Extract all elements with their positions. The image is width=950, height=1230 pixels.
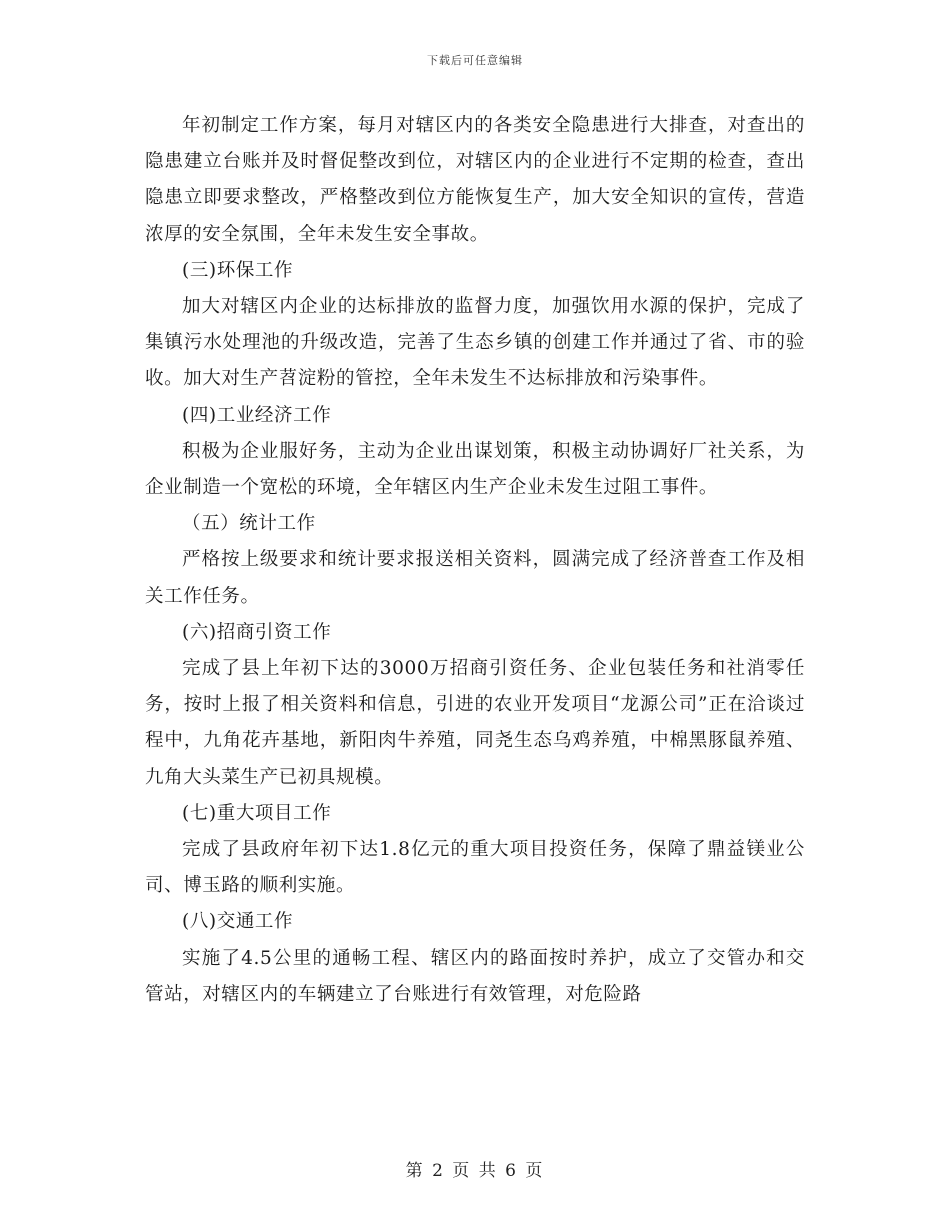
document-body xyxy=(145,108,805,1013)
page-header: 下载后可任意编辑 xyxy=(427,54,523,67)
paragraph-transport: 实施了4.5公里的通畅工程、辖区内的路面按时养护，成立了交管办和交管站，对辖区内的车辆建立了台账进行有效管理，对危险路 xyxy=(145,947,805,1005)
paragraph-safety: 年初制定工作方案，每月对辖区内的各类安全隐患进行大排查，对查出的隐患建立台账并及时督促整改到位，对辖区内的企业进行不定期的检查，查出隐患立即要求整改，严格整改到位方能恢复生产，加大安全知识的宣传，营造浓厚的安全氛围，全年未发生安全事故。 xyxy=(145,115,805,245)
section-heading-transport: (八)交通工作 xyxy=(182,911,294,933)
paragraph-statistics: 严格按上级要求和统计要求报送相关资料，圆满完成了经济普查工作及相关工作任务。 xyxy=(145,549,805,607)
paragraph-environment: 加大对辖区内企业的达标排放的监督力度，加强饮用水源的保护，完成了集镇污水处理池的升级改造，完善了生态乡镇的创建工作并通过了省、市的验收。加大对生产苕淀粉的管控，全年未发生不达标排放和污染事件。 xyxy=(145,296,805,390)
section-heading-investment: (六)招商引资工作 xyxy=(182,621,332,643)
paragraph-industry: 积极为企业服好务，主动为企业出谋划策，积极主动协调好厂社关系，为企业制造一个宽松的环境，全年辖区内生产企业未发生过阻工事件。 xyxy=(145,440,805,499)
paragraph-major-projects: 完成了县政府年初下达1.8亿元的重大项目投资任务，保障了鼎益镁业公司、博玉路的顺利实施。 xyxy=(145,839,805,897)
section-heading-industry: (四)工业经济工作 xyxy=(182,404,332,426)
page-number-footer: 第 2 页 共 6 页 xyxy=(405,1161,545,1181)
section-heading-environment: (三)环保工作 xyxy=(182,259,294,281)
paragraph-investment: 完成了县上年初下达的3000万招商引资任务、企业包装任务和社消零任务，按时上报了相关资料和信息，引进的农业开发项目“龙源公司”正在洽谈过程中，九角花卉基地，新阳肉牛养殖，同尧生态乌鸡养殖，中棉黑豚鼠养殖、九角大头菜生产已初具规模。 xyxy=(145,658,805,788)
section-heading-major-projects: (七)重大项目工作 xyxy=(182,802,332,824)
section-heading-statistics: （五）统计工作 xyxy=(182,513,316,535)
